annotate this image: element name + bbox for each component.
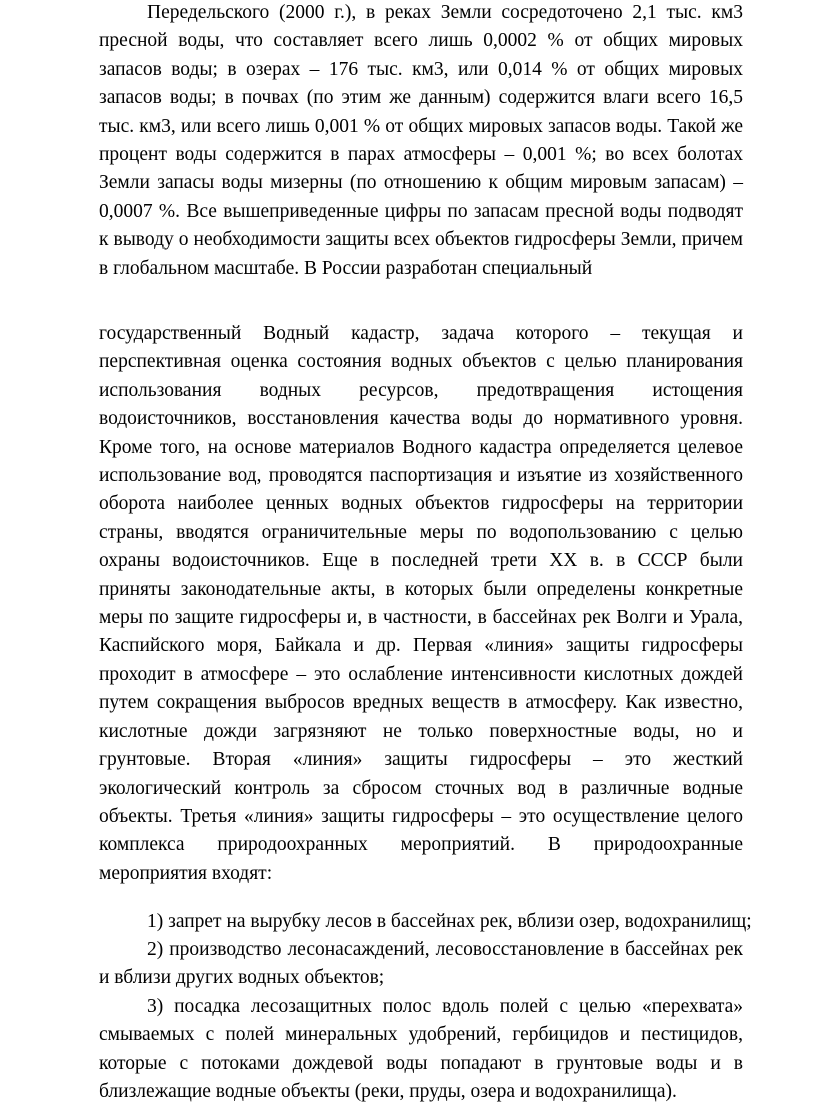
list-item-3: 3) посадка лесозащитных полос вдоль полей с целью «перехвата» смываемых с полей минеральных удобрений, гербицидов и пестицидов, которые с потоками дождевой воды попадают в грунтовые воды и в близлежащие водные объекты (реки, пруды, озера и водохранилища). [99, 996, 743, 1103]
list-item-2: 2) производство лесонасаждений, лесовосстановление в бассейнах рек и вблизи других водных объектов; [99, 939, 743, 989]
paragraph-2: государственный Водный кадастр, задача которого – текущая и перспективная оценка состояния водных объектов с целью планирования использования водных ресурсов, предотвращения истощения водоисточников, восстановления качества воды до нормативного уровня. Кроме того, на основе материалов Водного кадастра определяется целевое использование вод, проводятся паспортизация и изъятие из хозяйственного оборота наиболее ценных водных объектов гидросферы на территории страны, вводятся ограничительные меры по водопользованию с целью охраны водоисточников. Еще в последней трети XX в. в СССР были приняты законодательные акты, в которых были определены конкретные меры по защите гидросферы и, в частности, в бассейнах рек Волги и Урала, Каспийского моря, Байкала и др. Первая «линия» защиты гидросферы проходит в атмосфере – это ослабление интенсивности кислотных дождей путем сокращения выбросов вредных веществ в атмосферу. Как известно, кислотные дожди загрязняют не только поверхностные воды, но и грунтовые. Вторая «линия» защиты гидросферы – это жесткий экологический контроль за сбросом сточных вод в различные водные объекты. Третья «линия» защиты гидросферы – это осуществление целого комплекса природоохранных мероприятий. В природоохранные мероприятия входят: [99, 323, 743, 884]
list-item-1: 1) запрет на вырубку лесов в бассейнах рек, вблизи озер, водохранилищ; [147, 911, 752, 932]
paragraph-1: Передельского (2000 г.), в реках Земли сосредоточено 2,1 тыс. км3 пресной воды, что составляет всего лишь 0,0002 % от общих мировых запасов воды; в озерах – 176 тыс. км3, или 0,014 % от общих мировых запасов воды; в почвах (по этим же данным) содержится влаги всего 16,5 тыс. км3, или всего лишь 0,001 % от общих мировых запасов воды. Такой же процент воды содержится в парах атмосферы – 0,001 %; во всех болотах Земли запасы воды мизерны (по отношению к общим мировым запасам) – 0,0007 %. Все вышеприведенные цифры по запасам пресной воды подводят к выводу о необходимости защиты всех объектов гидросферы Земли, причем в глобальном масштабе. В России разработан специальный [99, 2, 743, 279]
